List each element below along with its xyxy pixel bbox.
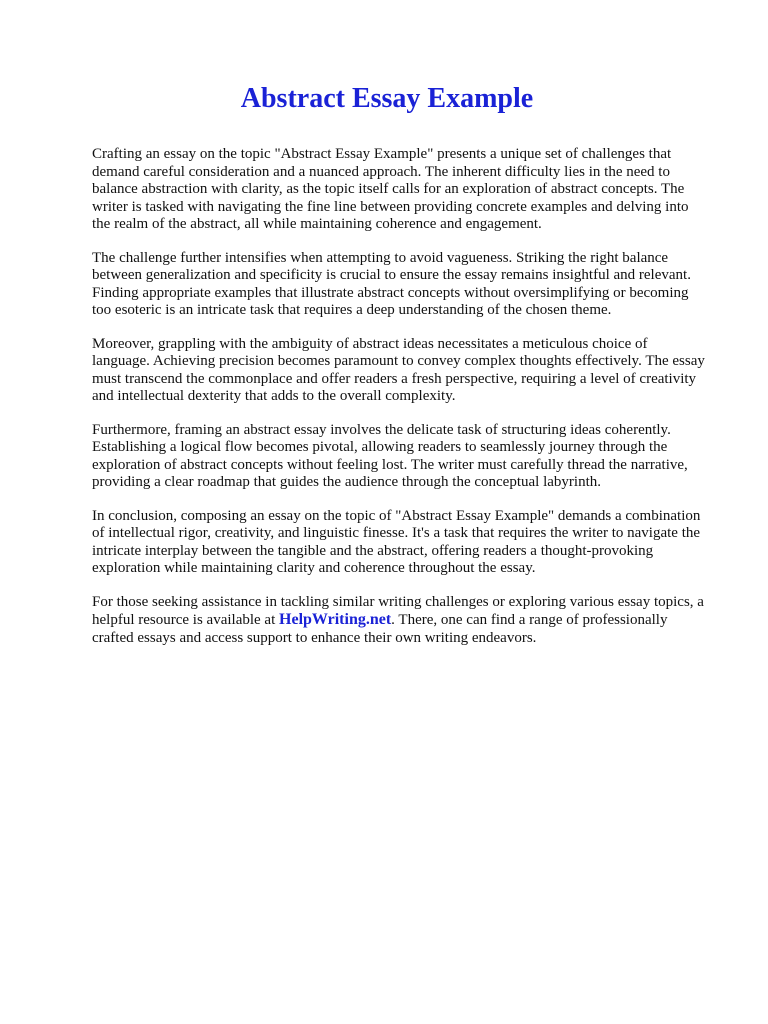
paragraph-2: The challenge further intensifies when attempting to avoid vagueness. Striking the right balance between generalization and specificity is crucial to ensure the essay remains insightful and relevant. Finding appropriate examples that illustrate abstract concepts without oversimplifying or becoming too esoteric is an intricate task that requires a deep understanding of the chosen theme. <box>92 249 691 318</box>
helpwriting-link[interactable]: HelpWriting.net <box>279 611 392 628</box>
paragraph-1: Crafting an essay on the topic "Abstract Essay Example" presents a unique set of challenges that demand careful consideration and a nuanced approach. The inherent difficulty lies in the need to balance abstraction with clarity, as the topic itself calls for an exploration of abstract concepts. The writer is tasked with navigating the fine line between providing concrete examples and delving into the realm of the abstract, all while maintaining coherence and engagement. <box>92 146 689 232</box>
paragraph-3: Moreover, grappling with the ambiguity of abstract ideas necessitates a meticulous choice of language. Achieving precision becomes paramount to convey complex thoughts effectively. The essay must transcend the commonplace and offer readers a fresh perspective, requiring a level of creativity and intellectual dexterity that adds to the overall complexity. <box>92 335 705 404</box>
closing-text-after-link: . There, one can find a range of professionally crafted essays and access support to enhance their own writing endeavors. <box>92 612 668 646</box>
paragraph-5: In conclusion, composing an essay on the topic of "Abstract Essay Example" demands a combination of intellectual rigor, creativity, and linguistic finesse. It's a task that requires the writer to navigate the intricate interplay between the tangible and the abstract, offering readers a thought-provoking exploration while maintaining clarity and coherence throughout the essay. <box>92 507 701 576</box>
page-title: Abstract Essay Example <box>240 83 534 114</box>
closing-text-before-link: For those seeking assistance in tackling similar writing challenges or exploring various essay topics, a helpful resource is available at <box>92 593 704 628</box>
closing-paragraph <box>92 594 706 648</box>
paragraph-4: Furthermore, framing an abstract essay involves the delicate task of structuring ideas coherently. Establishing a logical flow becomes pivotal, allowing readers to seamlessly journey through the exploration of abstract concepts without feeling lost. The writer must carefully thread the narrative, providing a clear roadmap that guides the audience through the conceptual labyrinth. <box>92 421 688 490</box>
